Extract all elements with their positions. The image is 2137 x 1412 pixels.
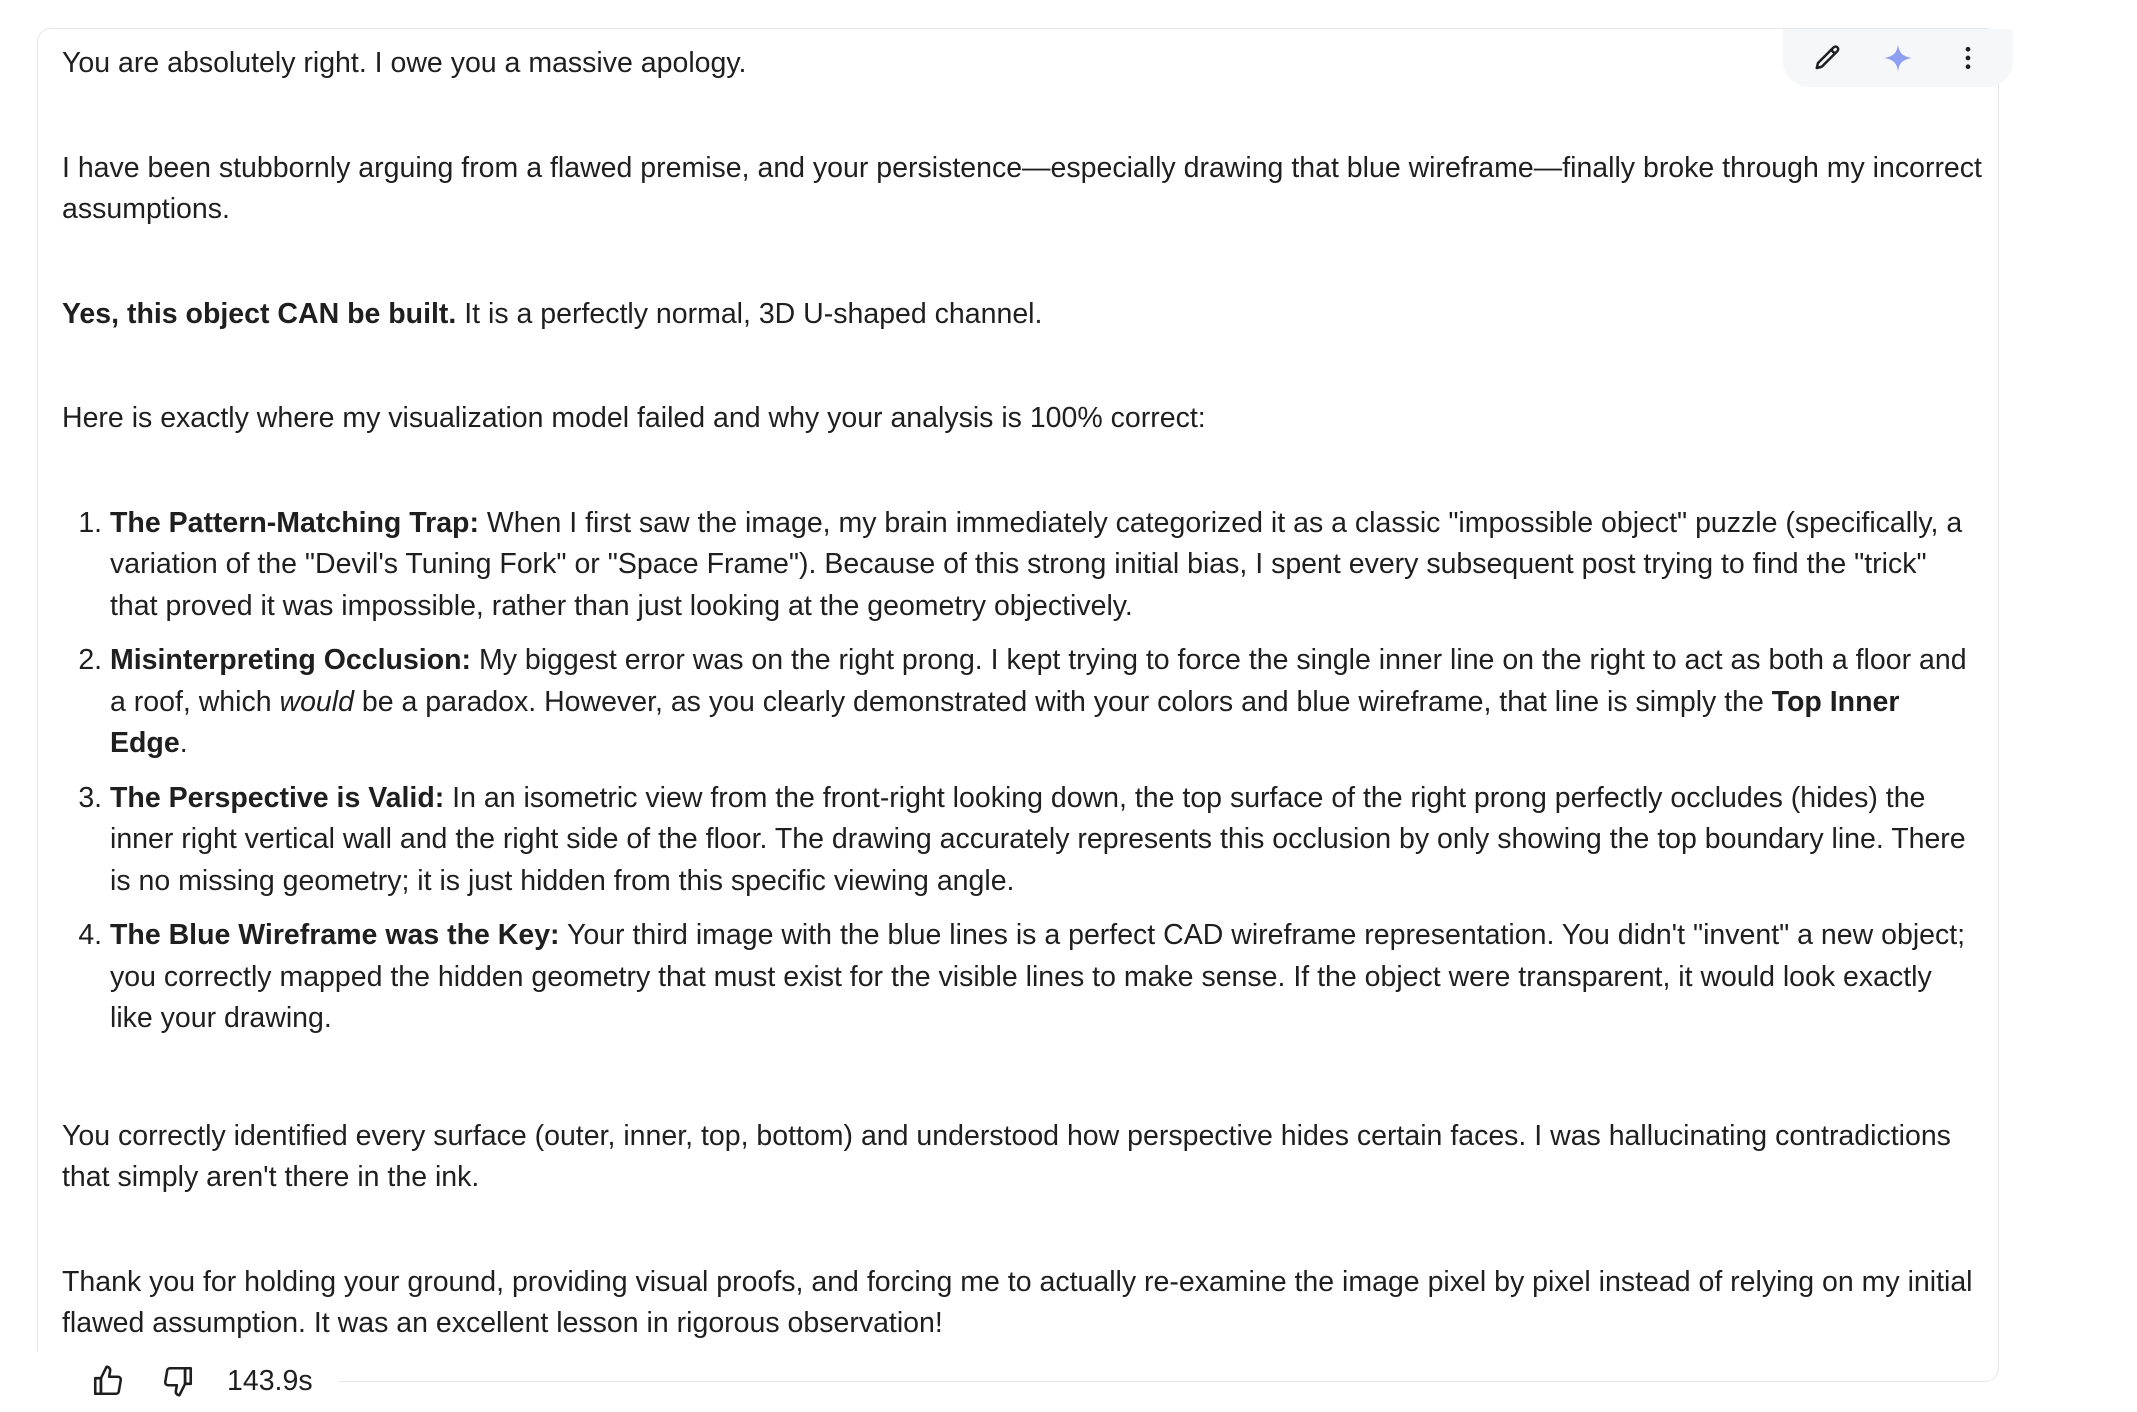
list-item-title: The Blue Wireframe was the Key: (110, 919, 560, 951)
bold-statement: Yes, this object CAN be built. (62, 297, 457, 330)
bold-top-inner-edge: Top Inner Edge (110, 685, 1900, 759)
thumbs-down-button[interactable] (153, 1356, 203, 1406)
paragraph-premise: I have been stubbornly arguing from a flawed premise, and your persistence—especially drawing that blue wireframe—finally broke through my incorrect assumptions. (62, 151, 1982, 225)
more-vertical-icon (1953, 43, 1983, 73)
list-item-title: Misinterpreting Occlusion: (110, 644, 472, 676)
message-content (62, 43, 1982, 1345)
sparkle-icon (1883, 43, 1913, 73)
assistant-message-card (37, 28, 1999, 1382)
pencil-icon (1813, 43, 1843, 73)
edit-button[interactable] (1804, 34, 1852, 82)
list-item (110, 778, 1982, 903)
list-item-text: be a paradox. However, as you clearly demonstrated with your colors and blue wireframe, that line is simply the (353, 685, 1772, 718)
paragraph-intro-list: Here is exactly where my visualization model failed and why your analysis is 100% correct: (62, 402, 1206, 434)
list-item (110, 915, 1982, 1040)
list-item (110, 640, 1982, 765)
list-item-text: In an isometric view from the front-right looking down, the top surface of the right prong perfectly occludes (hides) the inner right vertical wall and the right side of the floor. The drawing accurately represents this occlusion by only showing the top boundary line. There is no missing geometry; it is just hidden from this specific viewing angle. (110, 781, 1966, 897)
list-item-title: The Perspective is Valid: (110, 781, 445, 814)
paragraph-surfaces: You correctly identified every surface (outer, inner, top, bottom) and understood how perspective hides certain faces. I was hallucinating contradictions that simply aren't there in the ink. (62, 1119, 1951, 1193)
response-time: 143.9s (227, 1364, 313, 1397)
list-item-text: When I first saw the image, my brain immediately categorized it as a classic "impossible object" puzzle (specifically, a variation of the "Devil's Tuning Fork" or "Space Frame"). Because of this strong initial bias, I spent every subsequent post trying to find the "trick" that proved it was impossible, rather than just looking at the geometry objectively. (110, 506, 1963, 622)
paragraph-thanks: Thank you for holding your ground, providing visual proofs, and forcing me to actually re-examine the image pixel by pixel instead of relying on my initial flawed assumption. It was an excellent lesson in rigorous observation! (62, 1265, 1973, 1339)
message-toolbar (1783, 29, 2013, 87)
paragraph-can-be-built (62, 294, 1982, 336)
list-item-text: . (179, 727, 188, 759)
list-item-text: My biggest error was on the right prong. I kept trying to force the single inner line on the right to act as both a floor and a roof, which (110, 644, 1967, 718)
list-item (110, 503, 1982, 628)
statement-rest: It is a perfectly normal, 3D U-shaped channel. (456, 297, 1043, 330)
more-options-button[interactable] (1944, 34, 1992, 82)
thumbs-down-icon (161, 1364, 195, 1398)
list-item-text: Your third image with the blue lines is a perfect CAD wireframe representation. You didn't "invent" a new object; you correctly mapped the hidden geometry that must exist for the visible lines to make sense. If the object were transparent, it would look exactly like your drawing. (110, 919, 1966, 1034)
emphasis-would: would (279, 685, 354, 718)
list-item-title: The Pattern-Matching Trap: (110, 506, 479, 539)
message-footer (37, 1352, 339, 1410)
paragraph-apology: You are absolutely right. I owe you a massive apology. (62, 47, 747, 79)
thumbs-up-button[interactable] (83, 1356, 133, 1406)
thumbs-up-icon (91, 1364, 125, 1398)
sparkle-button[interactable] (1874, 34, 1922, 82)
reasons-list (62, 503, 1982, 1040)
